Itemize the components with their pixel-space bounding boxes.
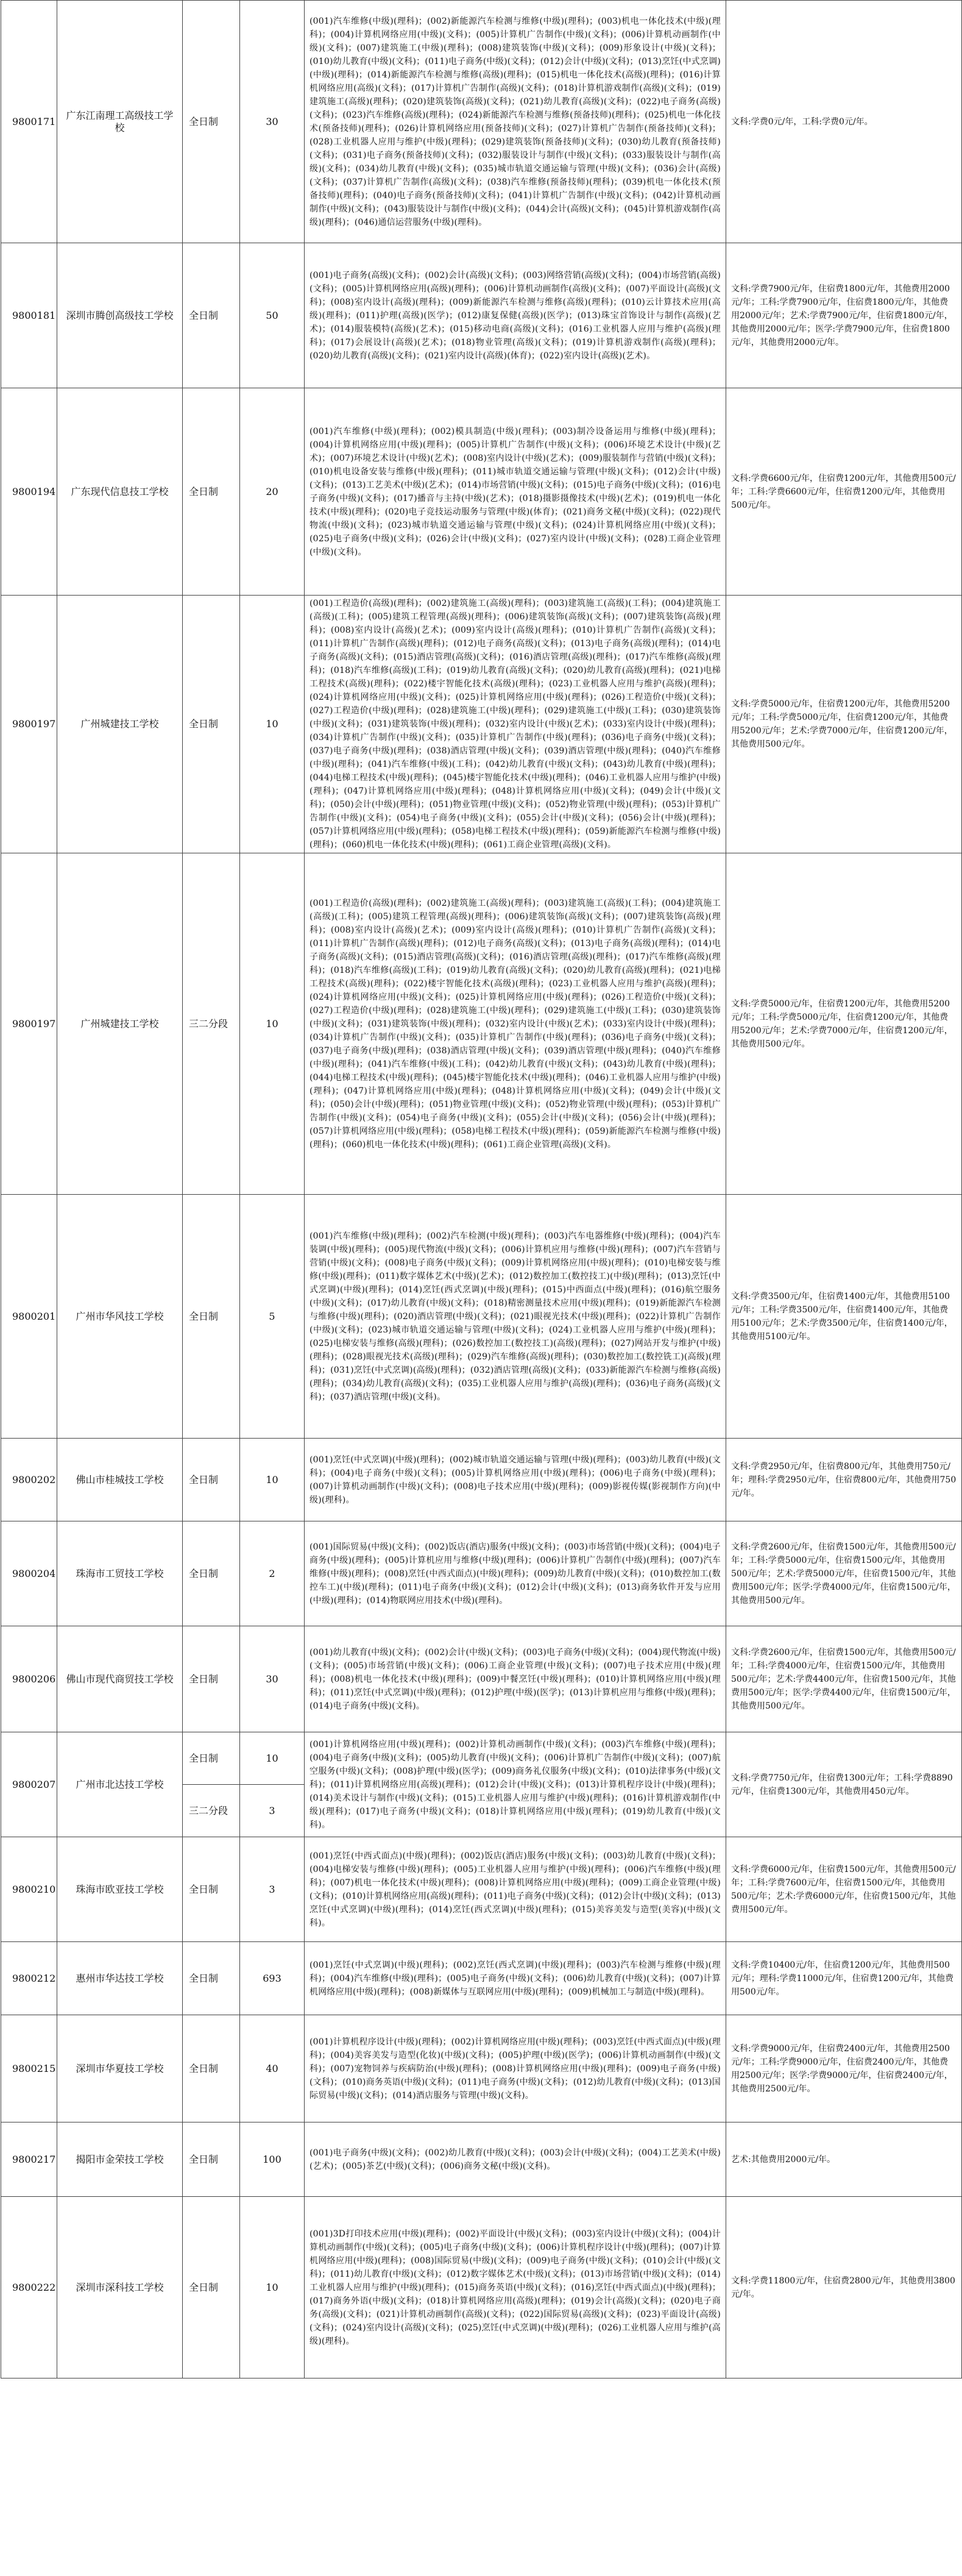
study-mode: 全日制	[183, 2197, 240, 2379]
enrollment-count: 5	[240, 1195, 305, 1439]
enrollment-count: 693	[240, 1942, 305, 2015]
major-list: (001)烹饪(中式烹调)(中级)(理科)；(002)城市轨道交通运输与管理(中级)(理科)；(003)幼儿教育(中级)(文科)；(004)电子商务(中级)(文科)；(005)计算机网络应用(中级)(理科)；(006)电子商务(中级)(理科)；(007)计算机动画制作(中级)(文科)；(008)电子技术应用(中级)(理科)；(009)影视传媒(影视制作方向)(中级)(理科)。	[305, 1439, 726, 1521]
major-list: (001)烹饪(中式烹调)(中级)(理科)；(002)烹饪(西式烹调)(中级)(理科)；(003)汽车检测与维修(中级)(理科)；(004)汽车维修(中级)(理科)；(005)电子商务(中级)(文科)；(006)幼儿教育(中级)(文科)；(007)计算机网络应用(中级)(理科)；(008)新媒体与互联网应用(中级)(理科)；(009)机械加工与制造(中级)(理科)。	[305, 1942, 726, 2015]
school-code: 9800197	[1, 596, 57, 853]
study-mode: 全日制	[183, 1439, 240, 1521]
study-mode: 全日制	[183, 1, 240, 243]
fee-info: 文科:学费7900元/年，住宿费1800元/年，其他费用2000元/年；工科:学费7900元/年，住宿费1800元/年，其他费用2000元/年；艺术:学费7900元/年，住宿费1800元/年，其他费用2000元/年；医学:学费7900元/年，住宿费1800元/年，其他费用2000元/年。	[726, 243, 962, 388]
enrollment-count: 20	[240, 388, 305, 596]
table-row	[1, 1626, 962, 1732]
admissions-table	[1, 0, 962, 2379]
enrollment-count: 10	[240, 2197, 305, 2379]
school-code: 9800204	[1, 1521, 57, 1626]
school-code: 9800210	[1, 1837, 57, 1942]
school-name: 珠海市工贸技工学校	[57, 1521, 183, 1626]
study-mode: 全日制	[183, 1942, 240, 2015]
school-code: 9800181	[1, 243, 57, 388]
study-mode: 全日制	[183, 243, 240, 388]
major-list: (001)汽车维修(中级)(理科)；(002)汽车检测(中级)(理科)；(003)汽车电器维修(中级)(理科)；(004)汽车装调(中级)(理科)；(005)现代物流(中级)(文科)；(006)计算机应用与维修(中级)(理科)；(007)汽车营销与营销(中级)(文科)；(008)电子商务(中级)(文科)；(009)计算机网络应用(中级)(理科)；(010)电梯安装与维修(中级)(理科)；(011)数字媒体艺术(中级)(艺术)；(012)数控加工(数控技工)(中级)(理科)；(013)烹饪(中式烹调)(中级)(理科)；(014)烹饪(西式烹调)(中级)(理科)；(015)中西面点(中级)(理科)；(016)航空服务(中级)(文科)；(017)幼儿教育(中级)(文科)；(018)精密测量技术应用(中级)(理科)；(019)新能源汽车检测与维修(中级)(理科)；(020)酒店管理(中级)(文科)；(021)眼视光技术(中级)(理科)；(022)计算机广告制作(中级)(文科)；(023)城市轨道交通运输与管理(中级)(文科)；(024)工业机器人应用与维护(中级)(理科)；(025)电梯安装与维修(高级)(理科)；(026)数控加工(数控技工)(高级)(理科)；(027)网站开发与维护(中级)(理科)；(028)眼视光技术(高级)(理科)；(029)汽车维修(高级)(理科)；(030)数控加工(数控铣工)(高级)(理科)；(031)烹饪(中式烹调)(高级)(理科)；(032)酒店管理(高级)(文科)；(033)新能源汽车检测与维修(高级)(理科)；(034)幼儿教育(高级)(文科)；(035)工业机器人应用与维护(高级)(理科)；(036)电子商务(高级)(文科)；(037)酒店管理(中级)(文科)。	[305, 1195, 726, 1439]
enrollment-count: 10	[240, 596, 305, 853]
school-code: 9800206	[1, 1626, 57, 1732]
study-mode: 全日制	[183, 388, 240, 596]
fee-info: 文科:学费0元/年，工科:学费0元/年。	[726, 1, 962, 243]
table-row	[1, 2122, 962, 2197]
school-code: 9800207	[1, 1732, 57, 1837]
fee-info: 文科:学费9000元/年，住宿费2400元/年，其他费用2500元/年；工科:学费9000元/年，住宿费2400元/年，其他费用2500元/年；医学:学费9000元/年，住宿费2400元/年，其他费用2500元/年。	[726, 2015, 962, 2122]
table-row	[1, 1, 962, 243]
fee-info: 艺术:其他费用2000元/年。	[726, 2122, 962, 2197]
enrollment-count: 100	[240, 2122, 305, 2197]
major-list: (001)烹饪(中西式面点)(中级)(理科)；(002)饭店(酒店)服务(中级)(文科)；(003)幼儿教育(中级)(文科)；(004)电梯安装与维修(中级)(理科)；(005)工业机器人应用与维护(中级)(理科)；(006)汽车维修(中级)(理科)；(007)机电一体化技术(中级)(理科)；(008)计算机网络应用(中级)(理科)；(009)工商企业管理(中级)(文科)；(010)计算机网络应用(高级)(理科)；(011)电子商务(中级)(文科)；(012)会计(中级)(文科)；(013)烹饪(中式烹调)(中级)(理科)；(014)烹饪(西式烹调)(中级)(理科)；(015)美容美发与造型(美容)(中级)(文科)。	[305, 1837, 726, 1942]
major-list: (001)3D打印技术应用(中级)(理科)；(002)平面设计(中级)(文科)；(003)室内设计(中级)(文科)；(004)计算机动画制作(中级)(文科)；(005)电子商务(中级)(文科)；(006)计算机程序设计(中级)(理科)；(007)计算机网络应用(中级)(理科)；(008)国际贸易(中级)(文科)；(009)电子商务(中级)(文科)；(010)会计(中级)(文科)；(011)幼儿教育(中级)(文科)；(012)数字媒体艺术(中级)(文科)；(013)市场营销(中级)(文科)；(014)工业机器人应用与维护(中级)(理科)；(015)商务英语(中级)(文科)；(016)烹饪(中西式面点)(中级)(理科)；(017)商务外语(中级)(文科)；(018)计算机网络应用(高级)(理科)；(019)会计(高级)(文科)；(020)电子商务(高级)(文科)；(021)计算机动画制作(高级)(文科)；(022)国际贸易(高级)(文科)；(023)平面设计(高级)(文科)；(024)室内设计(高级)(文科)；(025)烹饪(中式烹调)(中级)(理科)；(026)工业机器人应用与维护(高级)(理科)。	[305, 2197, 726, 2379]
fee-info: 文科:学费10400元/年，住宿费1200元/年，其他费用500元/年；理科:学费11000元/年，住宿费1200元/年，其他费用500元/年。	[726, 1942, 962, 2015]
major-list: (001)电子商务(高级)(文科)；(002)会计(高级)(文科)；(003)网络营销(高级)(文科)；(004)市场营销(高级)(文科)；(005)计算机网络应用(高级)(理科)；(006)计算机动画制作(高级)(文科)；(007)平面设计(高级)(文科)；(008)室内设计(高级)(理科)；(009)新能源汽车检测与维修(高级)(理科)；(010)云计算技术应用(高级)(理科)；(011)护理(高级)(医学)；(012)康复保健(高级)(医学)；(013)珠宝首饰设计与制作(高级)(艺术)；(014)服装模特(高级)(艺术)；(015)移动电商(高级)(文科)；(016)工业机器人应用与维护(高级)(理科)；(017)会展设计(高级)(艺术)；(018)物业管理(高级)(文科)；(019)计算机游戏制作(高级)(理科)；(020)幼儿教育(高级)(文科)；(021)室内设计(高级)(体育)；(022)室内设计(高级)(艺术)。	[305, 243, 726, 388]
enrollment-count: 3	[240, 1837, 305, 1942]
major-list: (001)国际贸易(中级)(文科)；(002)饭店(酒店)服务(中级)(文科)；(003)市场营销(中级)(文科)；(004)电子商务(中级)(理科)；(005)计算机应用与维修(中级)(理科)；(006)计算机广告制作(中级)(理科)；(007)汽车维修(中级)(理科)；(008)烹饪(中西式面点)(中级)(理科)；(009)幼儿教育(中级)(文科)；(010)数控加工(数控车工)(中级)(理科)；(011)电子商务(中级)(文科)；(012)会计(中级)(文科)；(013)商务软件开发与应用(中级)(理科)；(014)物联网应用技术(中级)(理科)。	[305, 1521, 726, 1626]
enrollment-count: 10	[240, 1439, 305, 1521]
study-mode: 全日制	[183, 1626, 240, 1732]
school-code: 9800201	[1, 1195, 57, 1439]
fee-info: 文科:学费6600元/年，住宿费1200元/年，其他费用500元/年；工科:学费6600元/年，住宿费1200元/年，其他费用500元/年。	[726, 388, 962, 596]
table-row	[1, 2197, 962, 2379]
enrollment-count: 50	[240, 243, 305, 388]
enrollment-count: 10	[240, 1732, 305, 1785]
table-row	[1, 2015, 962, 2122]
school-name: 深圳市深科技工学校	[57, 2197, 183, 2379]
school-code: 9800171	[1, 1, 57, 243]
table-row	[1, 1837, 962, 1942]
enrollment-count: 10	[240, 853, 305, 1195]
table-row	[1, 1521, 962, 1626]
school-name: 广东现代信息技工学校	[57, 388, 183, 596]
table-row	[1, 1732, 962, 1785]
fee-info: 文科:学费2950元/年，住宿费800元/年，其他费用750元/年；理科:学费2950元/年，住宿费800元/年，其他费用750元/年。	[726, 1439, 962, 1521]
school-name: 深圳市华夏技工学校	[57, 2015, 183, 2122]
school-code: 9800212	[1, 1942, 57, 2015]
enrollment-count: 3	[240, 1785, 305, 1837]
school-name: 广东江南理工高级技工学校	[57, 1, 183, 243]
study-mode: 全日制	[183, 1837, 240, 1942]
school-code: 9800202	[1, 1439, 57, 1521]
school-code: 9800217	[1, 2122, 57, 2197]
school-code: 9800215	[1, 2015, 57, 2122]
school-name: 揭阳市金荣技工学校	[57, 2122, 183, 2197]
study-mode: 全日制	[183, 596, 240, 853]
study-mode: 全日制	[183, 2122, 240, 2197]
school-name: 广州市北达技工学校	[57, 1732, 183, 1837]
school-name: 广州城建技工学校	[57, 596, 183, 853]
school-name: 佛山市桂城技工学校	[57, 1439, 183, 1521]
enrollment-count: 30	[240, 1, 305, 243]
school-name: 深圳市腾创高级技工学校	[57, 243, 183, 388]
study-mode: 全日制	[183, 1195, 240, 1439]
major-list: (001)工程造价(高级)(理科)；(002)建筑施工(高级)(理科)；(003)建筑施工(高级)(工科)；(004)建筑施工(高级)(工科)；(005)建筑工程管理(高级)(理科)；(006)建筑装饰(高级)(文科)；(007)建筑装饰(高级)(理科)；(008)室内设计(高级)(艺术)；(009)室内设计(高级)(理科)；(010)计算机广告制作(高级)(文科)；(011)计算机广告制作(高级)(理科)；(012)电子商务(高级)(文科)；(013)电子商务(高级)(理科)；(014)电子商务(高级)(文科)；(015)酒店管理(高级)(文科)；(016)酒店管理(高级)(理科)；(017)汽车维修(高级)(理科)；(018)汽车维修(高级)(工科)；(019)幼儿教育(高级)(文科)；(020)幼儿教育(高级)(理科)；(021)电梯工程技术(高级)(理科)；(022)楼宇智能化技术(高级)(理科)；(023)工业机器人应用与维护(高级)(理科)；(024)计算机网络应用(中级)(文科)；(025)计算机网络应用(中级)(理科)；(026)工程造价(中级)(文科)；(027)工程造价(中级)(理科)；(028)建筑施工(中级)(理科)；(029)建筑施工(中级)(工科)；(030)建筑装饰(中级)(文科)；(031)建筑装饰(中级)(理科)；(032)室内设计(中级)(艺术)；(033)室内设计(中级)(理科)；(034)计算机广告制作(中级)(文科)；(035)计算机广告制作(中级)(理科)；(036)电子商务(中级)(文科)；(037)电子商务(中级)(理科)；(038)酒店管理(中级)(文科)；(039)酒店管理(中级)(理科)；(040)汽车维修(中级)(理科)；(041)汽车维修(中级)(工科)；(042)幼儿教育(中级)(文科)；(043)幼儿教育(中级)(理科)；(044)电梯工程技术(中级)(理科)；(045)楼宇智能化技术(中级)(理科)；(046)工业机器人应用与维护(中级)(理科)；(047)计算机网络应用(中级)(理科)；(048)计算机网络应用(中级)(文科)；(049)会计(中级)(文科)；(050)会计(中级)(理科)；(051)物业管理(中级)(文科)；(052)物业管理(中级)(理科)；(053)计算机广告制作(中级)(文科)；(054)电子商务(中级)(文科)；(055)会计(中级)(文科)；(056)会计(中级)(理科)；(057)计算机网络应用(中级)(理科)；(058)电梯工程技术(中级)(理科)；(059)新能源汽车检测与维修(中级)(理科)；(060)机电一体化技术(中级)(理科)；(061)工商企业管理(高级)(文科)。	[305, 853, 726, 1195]
fee-info: 文科:学费5000元/年，住宿费1200元/年，其他费用5200元/年；工科:学费5000元/年，住宿费1200元/年，其他费用5200元/年；艺术:学费7000元/年，住宿费1200元/年，其他费用500元/年。	[726, 596, 962, 853]
enrollment-count: 2	[240, 1521, 305, 1626]
fee-info: 文科:学费5000元/年，住宿费1200元/年，其他费用5200元/年；工科:学费5000元/年，住宿费1200元/年，其他费用5200元/年；艺术:学费7000元/年，住宿费1200元/年，其他费用500元/年。	[726, 853, 962, 1195]
table-row	[1, 1942, 962, 2015]
fee-info: 文科:学费2600元/年，住宿费1500元/年，其他费用500元/年；工科:学费5000元/年，住宿费1500元/年，其他费用500元/年；艺术:学费5000元/年，住宿费1500元/年，其他费用500元/年；医学:学费4000元/年，住宿费1500元/年，其他费用500元/年。	[726, 1521, 962, 1626]
study-mode: 全日制	[183, 1521, 240, 1626]
school-code: 9800222	[1, 2197, 57, 2379]
table-row	[1, 243, 962, 388]
table-row	[1, 596, 962, 853]
major-list: (001)计算机网络应用(中级)(理科)；(002)计算机动画制作(中级)(文科)；(003)汽车维修(中级)(理科)；(004)电子商务(中级)(文科)；(005)幼儿教育(中级)(文科)；(006)计算机广告制作(中级)(文科)；(007)航空服务(中级)(文科)；(008)护理(中级)(医学)；(009)商务礼仪服务(中级)(文科)；(010)法律事务(中级)(文科)；(011)计算机网络应用(高级)(理科)；(012)会计(中级)(文科)；(013)计算机程序设计(中级)(理科)；(014)美术设计与制作(中级)(文科)；(015)工业机器人应用与维护(中级)(理科)；(016)计算机游戏制作(中级)(理科)；(017)电子商务(中级)(文科)；(018)计算机网络应用(中级)(理科)；(019)幼儿教育(中级)(文科)。	[305, 1732, 726, 1837]
school-code: 9800197	[1, 853, 57, 1195]
major-list: (001)工程造价(高级)(理科)；(002)建筑施工(高级)(理科)；(003)建筑施工(高级)(工科)；(004)建筑施工(高级)(工科)；(005)建筑工程管理(高级)(理科)；(006)建筑装饰(高级)(文科)；(007)建筑装饰(高级)(理科)；(008)室内设计(高级)(艺术)；(009)室内设计(高级)(理科)；(010)计算机广告制作(高级)(文科)；(011)计算机广告制作(高级)(理科)；(012)电子商务(高级)(文科)；(013)电子商务(高级)(理科)；(014)电子商务(高级)(文科)；(015)酒店管理(高级)(文科)；(016)酒店管理(高级)(理科)；(017)汽车维修(高级)(理科)；(018)汽车维修(高级)(工科)；(019)幼儿教育(高级)(文科)；(020)幼儿教育(高级)(理科)；(021)电梯工程技术(高级)(理科)；(022)楼宇智能化技术(高级)(理科)；(023)工业机器人应用与维护(高级)(理科)；(024)计算机网络应用(中级)(文科)；(025)计算机网络应用(中级)(理科)；(026)工程造价(中级)(文科)；(027)工程造价(中级)(理科)；(028)建筑施工(中级)(理科)；(029)建筑施工(中级)(工科)；(030)建筑装饰(中级)(文科)；(031)建筑装饰(中级)(理科)；(032)室内设计(中级)(艺术)；(033)室内设计(中级)(理科)；(034)计算机广告制作(中级)(文科)；(035)计算机广告制作(中级)(理科)；(036)电子商务(中级)(文科)；(037)电子商务(中级)(理科)；(038)酒店管理(中级)(文科)；(039)酒店管理(中级)(理科)；(040)汽车维修(中级)(理科)；(041)汽车维修(中级)(工科)；(042)幼儿教育(中级)(文科)；(043)幼儿教育(中级)(理科)；(044)电梯工程技术(中级)(理科)；(045)楼宇智能化技术(中级)(理科)；(046)工业机器人应用与维护(中级)(理科)；(047)计算机网络应用(中级)(理科)；(048)计算机网络应用(中级)(文科)；(049)会计(中级)(文科)；(050)会计(中级)(理科)；(051)物业管理(中级)(文科)；(052)物业管理(中级)(理科)；(053)计算机广告制作(中级)(文科)；(054)电子商务(中级)(文科)；(055)会计(中级)(文科)；(056)会计(中级)(理科)；(057)计算机网络应用(中级)(理科)；(058)电梯工程技术(中级)(理科)；(059)新能源汽车检测与维修(中级)(理科)；(060)机电一体化技术(中级)(理科)；(061)工商企业管理(高级)(文科)。	[305, 596, 726, 853]
study-mode: 三二分段	[183, 853, 240, 1195]
table-row	[1, 388, 962, 596]
fee-info: 文科:学费3500元/年，住宿费1400元/年，其他费用5100元/年；工科:学费3500元/年，住宿费1400元/年，其他费用5100元/年；艺术:学费3500元/年，住宿费1400元/年，其他费用5100元/年。	[726, 1195, 962, 1439]
fee-info: 文科:学费6000元/年，住宿费1500元/年，其他费用500元/年；工科:学费7600元/年，住宿费1500元/年，其他费用500元/年；艺术:学费6000元/年，住宿费1500元/年，其他费用500元/年。	[726, 1837, 962, 1942]
study-mode: 三二分段	[183, 1785, 240, 1837]
school-name: 广州市华风技工学校	[57, 1195, 183, 1439]
table-row	[1, 853, 962, 1195]
school-code: 9800194	[1, 388, 57, 596]
school-name: 珠海市欧亚技工学校	[57, 1837, 183, 1942]
school-name: 佛山市现代商贸技工学校	[57, 1626, 183, 1732]
major-list: (001)幼儿教育(中级)(文科)；(002)会计(中级)(文科)；(003)电子商务(中级)(文科)；(004)现代物流(中级)(文科)；(005)市场营销(中级)(文科)；(006)工商企业管理(中级)(文科)；(007)电子技术应用(中级)(理科)；(008)机电一体化技术(中级)(理科)；(009)中餐烹饪(中级)(理科)；(010)计算机网络应用(中级)(理科)；(011)烹饪(中式烹调)(中级)(理科)；(012)护理(中级)(医学)；(013)计算机应用与维修(中级)(理科)；(014)电子商务(中级)(文科)。	[305, 1626, 726, 1732]
fee-info: 文科:学费7750元/年，住宿费1300元/年；工科:学费8890元/年，住宿费1300元/年，其他费用450元/年。	[726, 1732, 962, 1837]
table-body	[1, 1, 962, 2379]
major-list: (001)汽车维修(中级)(理科)；(002)模具制造(中级)(理科)；(003)制冷设备运用与维修(中级)(理科)；(004)计算机网络应用(中级)(理科)；(005)计算机广告制作(中级)(文科)；(006)环境艺术设计(中级)(艺术)；(007)环境艺术设计(中级)(艺术)；(008)室内设计(中级)(艺术)；(009)服装制作与营销(中级)(文科)；(010)机电设备安装与维修(中级)(理科)；(011)城市轨道交通运输与管理(中级)(文科)；(012)会计(中级)(文科)；(013)工艺美术(中级)(艺术)；(014)市场营销(中级)(文科)；(015)电子商务(中级)(文科)；(016)电子商务(中级)(文科)；(017)播音与主持(中级)(艺术)；(018)摄影摄像技术(中级)(艺术)；(019)机电一体化技术(中级)(理科)；(020)电子竞技运动服务与管理(中级)(体育)；(021)商务文秘(中级)(文科)；(022)现代物流(中级)(文科)；(023)城市轨道交通运输与管理(中级)(文科)；(024)计算机网络应用(中级)(文科)；(025)电子商务(中级)(文科)；(026)会计(中级)(文科)；(027)室内设计(中级)(文科)；(028)工商企业管理(中级)(文科)。	[305, 388, 726, 596]
enrollment-count: 30	[240, 1626, 305, 1732]
enrollment-count: 40	[240, 2015, 305, 2122]
study-mode: 全日制	[183, 2015, 240, 2122]
table-row	[1, 1195, 962, 1439]
major-list: (001)计算机程序设计(中级)(理科)；(002)计算机网络应用(中级)(理科)；(003)烹饪(中西式面点)(中级)(理科)；(004)美容美发与造型(化妆)(中级)(文科)；(005)护理(中级)(医学)；(006)计算机动画制作(中级)(文科)；(007)宠物饲养与疾病防治(中级)(理科)；(008)计算机网络应用(中级)(理科)；(009)电子商务(中级)(文科)；(010)商务英语(中级)(文科)；(011)电子商务(中级)(文科)；(012)幼儿教育(中级)(文科)；(013)国际贸易(中级)(文科)；(014)酒店服务与管理(中级)(文科)。	[305, 2015, 726, 2122]
table-row	[1, 1439, 962, 1521]
school-name: 惠州市华达技工学校	[57, 1942, 183, 2015]
major-list: (001)电子商务(中级)(文科)；(002)幼儿教育(中级)(文科)；(003)会计(中级)(文科)；(004)工艺美术(中级)(艺术)；(005)茶艺(中级)(文科)；(006)商务文秘(中级)(文科)。	[305, 2122, 726, 2197]
school-name: 广州城建技工学校	[57, 853, 183, 1195]
fee-info: 文科:学费11800元/年，住宿费2800元/年，其他费用3800元/年。	[726, 2197, 962, 2379]
study-mode: 全日制	[183, 1732, 240, 1785]
major-list: (001)汽车维修(中级)(理科)；(002)新能源汽车检测与维修(中级)(理科)；(003)机电一体化技术(中级)(理科)；(004)计算机网络应用(中级)(文科)；(005)计算机广告制作(中级)(文科)；(006)计算机动画制作(中级)(文科)；(007)建筑施工(中级)(理科)；(008)建筑装饰(中级)(文科)；(009)形象设计(中级)(文科)；(010)幼儿教育(中级)(文科)；(011)电子商务(中级)(文科)；(012)会计(中级)(文科)；(013)烹饪(中式烹调)(中级)(理科)；(014)新能源汽车检测与维修(高级)(理科)；(015)机电一体化技术(高级)(理科)；(016)计算机网络应用(高级)(文科)；(017)计算机广告制作(高级)(文科)；(018)计算机游戏制作(高级)(文科)；(019)建筑施工(高级)(理科)；(020)建筑装饰(高级)(文科)；(021)幼儿教育(高级)(文科)；(022)电子商务(高级)(文科)；(023)汽车维修(高级)(理科)；(024)新能源汽车检测与维修(预备技师)(理科)；(025)机电一体化技术(预备技师)(理科)；(026)计算机网络应用(预备技师)(文科)；(027)计算机广告制作(预备技师)(文科)；(028)工业机器人应用与维护(中级)(理科)；(029)建筑装饰(预备技师)(文科)；(030)幼儿教育(预备技师)(文科)；(031)电子商务(预备技师)(文科)；(032)服装设计与制作(中级)(文科)；(033)服装设计与制作(高级)(文科)；(034)幼儿教育(中级)(文科)；(035)城市轨道交通运输与管理(中级)(文科)；(036)会计(高级)(文科)；(037)计算机广告制作(高级)(文科)；(038)汽车维修(预备技师)(理科)；(039)机电一体化技术(预备技师)(理科)；(040)电子商务(预备技师)(文科)；(041)计算机广告制作(中级)(文科)；(042)计算机动画制作(中级)(文科)；(043)服装设计与制作(中级)(文科)；(044)会计(高级)(文科)；(045)计算机游戏制作(高级)(理科)；(046)通信运营服务(中级)(理科)。	[305, 1, 726, 243]
fee-info: 文科:学费2600元/年，住宿费1500元/年，其他费用500元/年；工科:学费4000元/年，住宿费1500元/年，其他费用500元/年；艺术:学费4400元/年，住宿费1500元/年，其他费用500元/年；医学:学费4400元/年，住宿费1500元/年，其他费用500元/年。	[726, 1626, 962, 1732]
